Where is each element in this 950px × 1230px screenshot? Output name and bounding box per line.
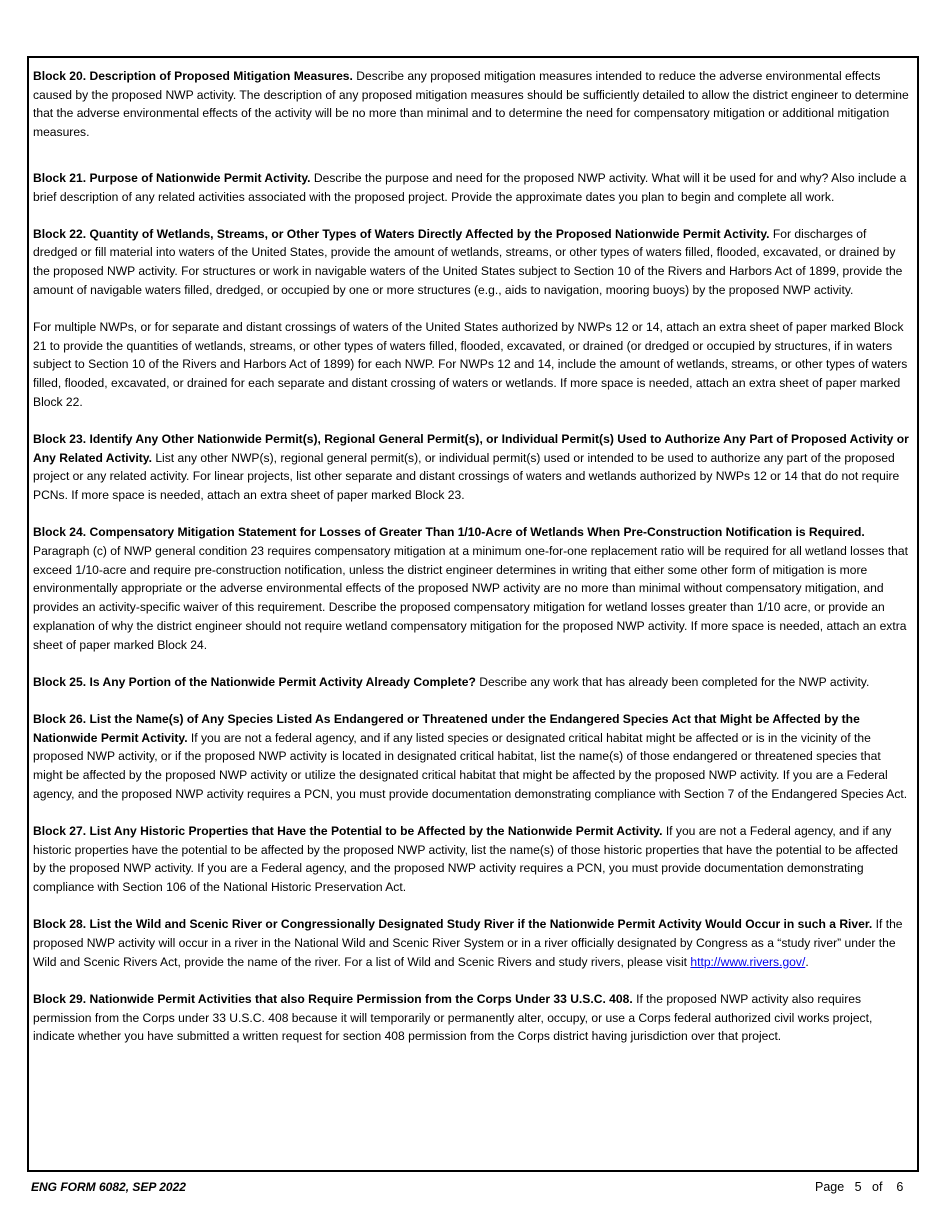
block-28-title: Block 28. List the Wild and Scenic River or Congressionally Designated Study River if the Nationwide Permit Activity Would Occur in such a River.: [33, 917, 873, 932]
block-22-title: Block 22. Quantity of Wetlands, Streams, or Other Types of Waters Directly Affected by the Proposed Nationwide Permit Activity.: [33, 226, 770, 241]
block-25-title: Block 25. Is Any Portion of the Nationwide Permit Activity Already Complete?: [33, 674, 476, 689]
instructions-frame: [27, 56, 919, 1172]
block-24-title: Block 24. Compensatory Mitigation Statement for Losses of Greater Than 1/10-Acre of Wetlands When Pre-Construction Notification is Required.: [33, 525, 865, 540]
block-21-text: Describe the purpose and need for the proposed NWP activity. What will it be used for and why? Also include a brief description of any related activities associated with the proposed project. Provide the approximate dates you plan to begin and complete all work.: [33, 170, 907, 204]
block-26: [33, 710, 913, 804]
block-27-text: If you are not a Federal agency, and if any historic properties have the potential to be affected by the proposed NWP activity, list the name(s) of those historic properties that have the potential to be affected by the proposed NWP activity. If you are a Federal agency, and the proposed NWP activity requires a PCN, you must provide documentation demonstrating compliance with Section 106 of the National Historic Preservation Act.: [33, 824, 898, 895]
block-28-text: If the proposed NWP activity will occur in a river in the National Wild and Scenic River System or in a river officially designated by Congress as a “study river” under the Wild and Scenic Rivers Act, provide the name of the river. For a list of Wild and Scenic Rivers and study rivers, please visit: [33, 917, 903, 969]
block-20: [33, 67, 913, 142]
block-27-title: Block 27. List Any Historic Properties that Have the Potential to be Affected by the Nationwide Permit Activity.: [33, 824, 663, 838]
page-indicator: [815, 1180, 903, 1194]
block-23-text: List any other NWP(s), regional general permit(s), or individual permit(s) used or intended to be used to authorize any part of the proposed project or any related activity. For linear projects, list other separate and distant crossings of waters and wetlands authorized by NWPs 12 or 14 that do not require PCNs. If more space is needed, attach an extra sheet of paper marked Block 23.: [33, 450, 900, 503]
block-23-title: Block 23. Identify Any Other Nationwide Permit(s), Regional General Permit(s), or Individual Permit(s) Used to Authorize Any Part of Proposed Activity or Any Related Activity.: [33, 432, 909, 465]
block-27: [33, 822, 913, 897]
block-24-text: Paragraph (c) of NWP general condition 23 requires compensatory mitigation at a minimum one-for-one replacement ratio will be required for all wetland losses that exceed 1/10-acre and require pre-construction notification, unless the district engineer determines in writing that either some other form of mitigation is more environmentally appropriate or the adverse environmental effects of the proposed NWP activity are no more than minimal without compensatory mitigation, and provides an activity-specific waiver of this requirement. Describe the proposed compensatory mitigation for wetland losses greater than 1/10 acre, or provide an explanation of why the district engineer should not require wetland compensatory mitigation for the proposed NWP activity. If more space is needed, attach an extra sheet of paper marked Block 24.: [33, 544, 908, 652]
of-label: of: [872, 1180, 883, 1194]
block-22-text: For discharges of dredged or fill material into waters of the United States, provide the amount of wetlands, streams, or other types of waters filled, flooded, excavated, or drained by the proposed NWP activity. For structures or work in navigable waters of the United States subject to Section 10 of the Rivers and Harbors Act of 1899, provide the amount of navigable waters filled, dredged, or occupied by one or more structures (e.g., aids to navigation, mooring buoys) by the proposed NWP activity.: [33, 226, 903, 297]
page-number: 5: [854, 1180, 862, 1194]
block-22: [33, 225, 913, 300]
block-28-period: .: [805, 954, 809, 969]
block-21: [33, 169, 913, 206]
rivers-gov-link[interactable]: http://www.rivers.gov/: [690, 954, 806, 969]
block-23: [33, 430, 913, 505]
block-22-continued-text: For multiple NWPs, or for separate and distant crossings of waters of the United States authorized by NWPs 12 or 14, attach an extra sheet of paper marked Block 21 to provide the quantities of wetlands, streams, or other types of waters filled, flooded, excavated, or drained (or dredged or occupied by structures, if in waters subject to Section 10 of the Rivers and Harbors Act of 1899) for each NWP. For NWPs 12 and 14, include the amount of wetlands, streams, or other types of waters filled, flooded, excavated, or drained for each separate and distant crossing of waters or wetlands. If more space is needed, attach an extra sheet of paper marked Block 22.: [33, 320, 908, 409]
block-26-text: If you are not a federal agency, and if any listed species or designated critical habitat might be affected or is in the vicinity of the proposed NWP activity, or if the proposed NWP activity is located in designated critical habitat, list the name(s) of those endangered or threatened species that might be affected by the proposed NWP activity or utilize the designated critical habitat that might be affected by the proposed NWP activity. If you are a Federal agency, and the proposed NWP activity requires a PCN, you must provide documentation demonstrating compliance with Section 7 of the Endangered Species Act.: [33, 730, 908, 801]
block-26-title: Block 26. List the Name(s) of Any Species Listed As Endangered or Threatened under the Endangered Species Act that Might be Affected by the Nationwide Permit Activity.: [33, 711, 860, 745]
block-20-text: Describe any proposed mitigation measures intended to reduce the adverse environmental effects caused by the proposed NWP activity. The description of any proposed mitigation measures should be sufficiently detailed to allow the district engineer to determine that the adverse environmental effects of the activity will be no more than minimal and to determine the need for compensatory mitigation or additional mitigation measures.: [33, 69, 909, 140]
block-29-text: If the proposed NWP activity also requires permission from the Corps under 33 U.S.C. 408 because it will temporarily or permanently alter, occupy, or use a Corps federal authorized civil works project, indicate whether you have submitted a written request for section 408 permission from the Corps district having jurisdiction over that project.: [33, 991, 873, 1044]
block-20-title: Block 20. Description of Proposed Mitigation Measures.: [33, 69, 353, 83]
form-identifier: ENG FORM 6082, SEP 2022: [31, 1180, 186, 1194]
block-24: [33, 523, 913, 654]
page-total: 6: [896, 1180, 904, 1194]
block-25: [33, 673, 913, 692]
block-25-text: Describe any work that has already been completed for the NWP activity.: [475, 674, 870, 689]
block-21-title: Block 21. Purpose of Nationwide Permit Activity.: [33, 170, 311, 185]
block-22-continued: [33, 318, 913, 412]
block-28: [33, 915, 913, 971]
page-label: Page: [815, 1180, 845, 1194]
block-29: [33, 990, 913, 1046]
block-29-title: Block 29. Nationwide Permit Activities that also Require Permission from the Corps Under 33 U.S.C. 408.: [33, 991, 633, 1006]
